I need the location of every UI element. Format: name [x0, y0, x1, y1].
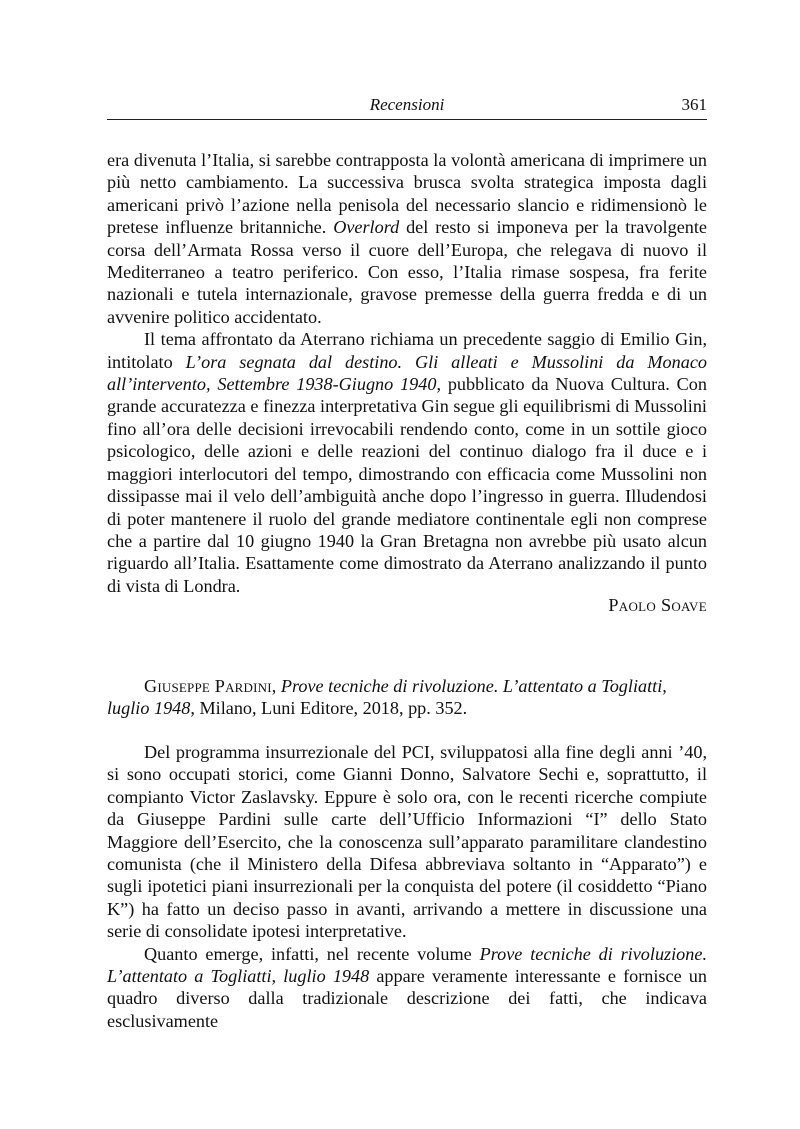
- book-title: Prove tecniche di rivoluzione. L’attentato a Togliatti, luglio 1948: [107, 676, 667, 719]
- paragraph-text: Il tema affrontato da Aterrano richiama un precedente saggio di Emilio Gin, intitolato: [107, 329, 707, 372]
- paragraph-text: era divenuta l’Italia, si sarebbe contrapposta la volontà americana di imprimere un più netto cambiamento. La successiva brusca svolta strategica imposta dagli americani privò l’azione nella penisola del necessario slancio e ridimensionò le pretese influenze britanniche.: [107, 150, 707, 238]
- review-bibliographic-heading: [107, 675, 707, 720]
- review-body: [107, 741, 707, 1032]
- paragraph-text: Quanto emerge, infatti, nel recente volume: [144, 943, 480, 964]
- paragraph-text: del resto si imponeva per la travolgente corsa dell’Armata Rossa verso il cuore dell’Europa, che relegava di nuovo il Mediterraneo a teatro periferico. Con esso, l’Italia rimase sospesa, fra ferite nazionali e tutela internazionale, gravose premesse della guerra fredda e di un avvenire politico accidentato.: [107, 217, 707, 327]
- review-author: Giuseppe Pardini: [144, 676, 272, 696]
- review-continuation: [107, 149, 707, 597]
- paragraph: [107, 943, 707, 1033]
- italic-title: Prove tecniche di rivoluzione. L’attentato a Togliatti, luglio 1948: [107, 943, 707, 987]
- italic-title: L’ora segnata dal destino. Gli alleati e Mussolini da Monaco all’intervento, Settembre 1938-Giugno 1940: [107, 351, 707, 395]
- running-title: Recensioni: [369, 95, 445, 114]
- italic-title: Overlord: [333, 217, 400, 238]
- paragraph: Del programma insurrezionale del PCI, sviluppatosi alla fine degli anni ’40, si sono occupati storici, come Gianni Donno, Salvatore Sechi e, soprattutto, il compianto Victor Zaslavsky. Eppure è solo ora, con le recenti ricerche compiute da Giuseppe Pardini sulle carte dell’Ufficio Informazioni “I” dello Stato Maggiore dell’Esercito, che la conoscenza sull’apparato paramilitare clandestino comunista (che il Ministero della Difesa abbreviava soltanto in “Apparato”) e sugli ipotetici piani insurrezionali per la conquista del potere (il cosiddetto “Piano K”) ha fatto un deciso passo in avanti, arrivando a mettere in discussione una serie di consolidate ipotesi interpretative.: [107, 742, 707, 942]
- paragraph: [107, 149, 707, 328]
- heading-separator: ,: [271, 676, 281, 696]
- paragraph: [107, 328, 707, 597]
- publication-details: , Milano, Luni Editore, 2018, pp. 352.: [190, 698, 468, 719]
- review-signature: Paolo Soave: [608, 595, 707, 615]
- paragraph-text: , pubblicato da Nuova Cultura. Con grande accuratezza e finezza interpretativa Gin segue gli equilibrismi di Mussolini fino all’ora delle decisioni irrevocabili rendendo conto, come in un sottile gioco psicologico, delle azioni e delle reazioni del continuo dialogo fra il duce e i maggiori interlocutori del tempo, dimostrando con efficacia come Mussolini non dissipasse mai il velo dell’ambiguità anche dopo l’ingresso in guerra. Illudendosi di poter mantenere il ruolo del grande mediatore continentale egli non comprese che a partire dal 10 giugno 1940 la Gran Bretagna non avrebbe più usato alcun riguardo all’Italia. Esattamente come dimostrato da Aterrano analizzando il punto di vista di Londra.: [107, 374, 707, 596]
- paragraph-text: appare veramente interessante e fornisce un quadro diverso dalla tradizionale descrizione dei fatti, che indicava esclusivamente: [107, 966, 707, 1031]
- page-number: 361: [681, 95, 707, 114]
- running-header: [107, 95, 707, 120]
